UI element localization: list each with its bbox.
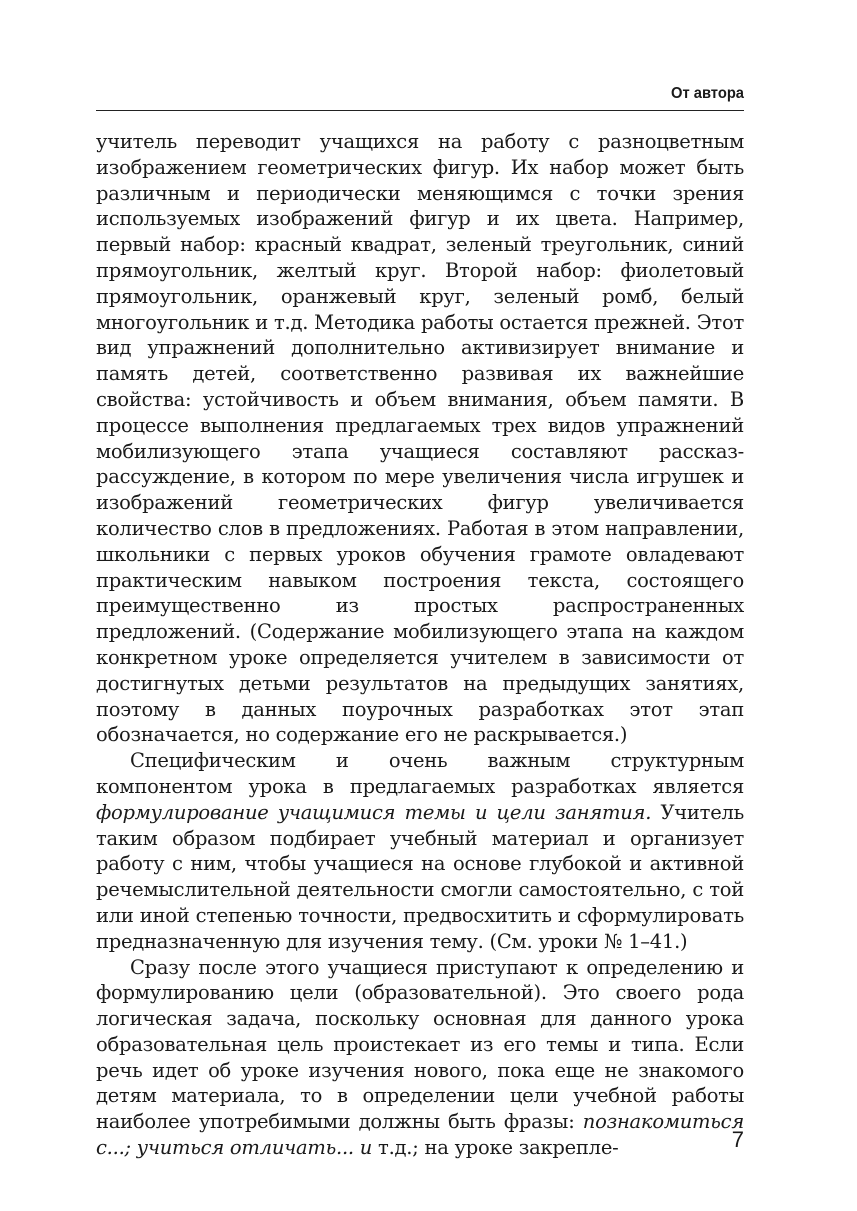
paragraph-3 <box>96 955 744 1161</box>
body-text <box>96 129 744 1161</box>
paragraph-2-italic-term: формулирование учащимися темы и цели занятия. <box>96 800 652 824</box>
paragraph-1: учитель переводит учащихся на работу с разноцветным изображением геометрических фигур. Их набор может быть различным и периодически меняющимся с точки зрения используемых изображений фигур и их цвета. Например, первый набор: красный квадрат, зеленый треугольник, синий прямоугольник, желтый круг. Второй набор: фиолетовый прямоугольник, оранжевый круг, зеленый ромб, белый многоугольник и т.д. Методика работы остается прежней. Этот вид упражнений дополнительно активизирует внимание и память детей, соответственно развивая их важнейшие свойства: устойчивость и объем внимания, объем памяти. В процессе выполнения предлагаемых трех видов упражнений мобилизующего этапа учащиеся составляют рассказ-рассуждение, в котором по мере увеличения числа игрушек и изображений геометрических фигур увеличивается количество слов в предложениях. Работая в этом направлении, школьники с первых уроков обучения грамоте овладевают практическим навыком построения текста, состоящего преимущественно из простых распространенных предложений. (Содержание мобилизующего этапа на каждом конкретном уроке определяется учителем в зависимости от достигнутых детьми результатов на предыдущих занятиях, поэтому в данных поурочных разработках этот этап обозначается, но содержание его не раскрывается.) <box>96 130 744 747</box>
running-head-title: От автора <box>671 85 744 102</box>
paragraph-3-italic-phrases: познакомиться с...; учиться отличать... и <box>96 1110 744 1160</box>
paragraph-2-text-start: Специфическим и очень важным структурным компонентом урока в предлагаемых разработках является <box>96 749 744 798</box>
paragraph-3-text-end: т.д.; на уроке закрепле- <box>372 1136 619 1160</box>
paragraph-3-text-start: Сразу после этого учащиеся приступают к определению и формулированию цели (образовательной). Это своего рода логическая задача, поскольку основная для данного урока образовательная цель проистекает из его темы и типа. Если речь идет об уроке изучения нового, пока еще не знакомого детям материала, то в определении цели учебной работы наиболее употребимыми должны быть фразы: <box>96 955 744 1134</box>
header-rule <box>96 110 744 111</box>
paragraph-2-text-end: Учитель таким образом подбирает учебный материал и организует работу с ним, чтобы учащиеся на основе глубокой и активной речемыслительной деятельности смогли самостоятельно, с той или иной степенью точности, предвосхитить и сформулировать предназначенную для изучения тему. (См. уроки № 1–41.) <box>96 800 745 953</box>
page-number: 7 <box>731 1127 744 1152</box>
paragraph-2 <box>96 748 744 954</box>
